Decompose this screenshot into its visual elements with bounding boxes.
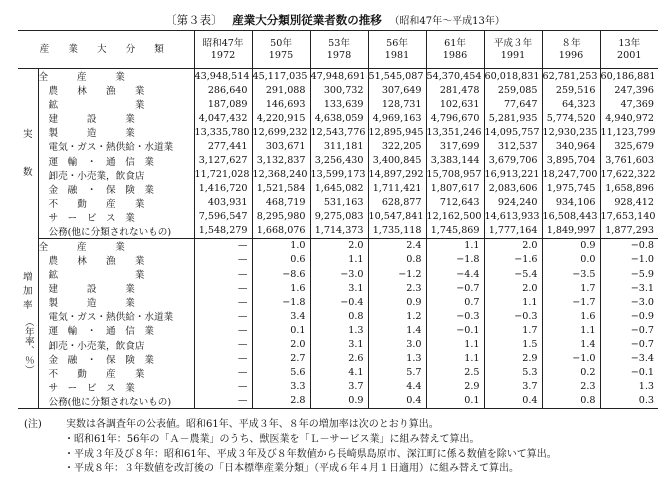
value-cell: 1.1 bbox=[310, 253, 368, 267]
value-cell: 2.8 bbox=[252, 394, 310, 409]
value-cell: 1.1 bbox=[426, 338, 484, 352]
value-cell: — bbox=[194, 380, 252, 394]
value-cell: 13,351,246 bbox=[426, 125, 484, 139]
value-cell: −0.7 bbox=[600, 338, 658, 352]
value-cell: −0.9 bbox=[600, 309, 658, 323]
value-cell: 2.0 bbox=[484, 281, 542, 295]
value-cell: 3,895,704 bbox=[542, 153, 600, 167]
value-cell: 1,711,421 bbox=[368, 182, 426, 196]
value-cell: −1.6 bbox=[484, 253, 542, 267]
year-header bbox=[252, 31, 310, 69]
value-cell: 0.8 bbox=[310, 309, 368, 323]
value-cell: −1.2 bbox=[368, 267, 426, 281]
value-cell: 1,548,279 bbox=[194, 224, 252, 239]
value-cell: 247,396 bbox=[600, 83, 658, 97]
industry-label: 不 動 産 業 bbox=[48, 198, 145, 210]
value-cell: 259,516 bbox=[542, 83, 600, 97]
value-cell: 1,714,373 bbox=[310, 224, 368, 239]
value-cell: 2.0 bbox=[252, 338, 310, 352]
value-cell: 281,478 bbox=[426, 83, 484, 97]
note-line: ・昭和61年：56年の「Ａ－農業」のうち、獣医業を「Ｌ－サービス業」に組み替えて算出。 bbox=[64, 433, 480, 445]
value-cell: −0.1 bbox=[600, 366, 658, 380]
value-cell: 1,877,293 bbox=[600, 224, 658, 239]
value-cell: 14,613,933 bbox=[484, 210, 542, 224]
value-cell: 4,969,163 bbox=[368, 111, 426, 125]
value-cell: 3,679,706 bbox=[484, 153, 542, 167]
value-cell: 3,132,837 bbox=[252, 153, 310, 167]
table-row bbox=[18, 281, 658, 295]
value-cell: 102,631 bbox=[426, 97, 484, 111]
value-cell: 3.1 bbox=[310, 338, 368, 352]
value-cell: 1.7 bbox=[542, 281, 600, 295]
year-header bbox=[600, 31, 658, 69]
value-cell: 1,975,745 bbox=[542, 182, 600, 196]
value-cell: 64,323 bbox=[542, 97, 600, 111]
value-cell: — bbox=[194, 238, 252, 253]
value-cell: 17,622,322 bbox=[600, 168, 658, 182]
value-cell: 14,095,757 bbox=[484, 125, 542, 139]
table-row bbox=[18, 97, 658, 111]
value-cell: −3.0 bbox=[600, 295, 658, 309]
value-cell: 60,018,831 bbox=[484, 69, 542, 84]
value-cell: 77,647 bbox=[484, 97, 542, 111]
value-cell: 1,521,584 bbox=[252, 182, 310, 196]
table-row bbox=[18, 352, 658, 366]
era-label: 平成３年 bbox=[493, 37, 533, 49]
table-row bbox=[18, 125, 658, 139]
value-cell: 2.9 bbox=[484, 352, 542, 366]
value-cell: 3.7 bbox=[484, 380, 542, 394]
era-label: 13年 bbox=[618, 37, 641, 49]
value-cell: 2.0 bbox=[310, 238, 368, 253]
value-cell: −0.7 bbox=[426, 281, 484, 295]
value-cell: 17,653,140 bbox=[600, 210, 658, 224]
table-row bbox=[18, 295, 658, 309]
value-cell: 3.0 bbox=[368, 338, 426, 352]
industry-label: 運 輸 ・ 通 信 業 bbox=[48, 156, 155, 168]
value-cell: 5,774,520 bbox=[542, 111, 600, 125]
value-cell: 1.0 bbox=[252, 238, 310, 253]
value-cell: 12,162,500 bbox=[426, 210, 484, 224]
year-label: 1981 bbox=[384, 49, 410, 61]
value-cell: −5.4 bbox=[484, 267, 542, 281]
value-cell: 47,948,691 bbox=[310, 69, 368, 84]
value-cell: 11,721,028 bbox=[194, 168, 252, 182]
value-cell: 291,088 bbox=[252, 83, 310, 97]
industry-label: 公務(他に分類されないもの) bbox=[48, 396, 172, 408]
value-cell: 128,731 bbox=[368, 97, 426, 111]
value-cell: 0.9 bbox=[368, 295, 426, 309]
value-cell: 311,181 bbox=[310, 139, 368, 153]
value-cell: 277,441 bbox=[194, 139, 252, 153]
value-cell: 928,412 bbox=[600, 196, 658, 210]
year-header bbox=[484, 31, 542, 69]
table-row bbox=[18, 224, 658, 239]
value-cell: 3.4 bbox=[252, 309, 310, 323]
value-cell: 2.5 bbox=[426, 366, 484, 380]
value-cell: 16,913,221 bbox=[484, 168, 542, 182]
value-cell: — bbox=[194, 295, 252, 309]
industry-label: 鉱 業 bbox=[48, 100, 145, 112]
year-header bbox=[542, 31, 600, 69]
value-cell: 133,639 bbox=[310, 97, 368, 111]
note-line bbox=[24, 418, 557, 433]
value-cell: 11,123,799 bbox=[600, 125, 658, 139]
value-cell: 468,719 bbox=[252, 196, 310, 210]
value-cell: 1,849,997 bbox=[542, 224, 600, 239]
year-label: 1975 bbox=[268, 49, 294, 61]
value-cell: 1,416,720 bbox=[194, 182, 252, 196]
industry-label: 電気・ガス・熱供給・水道業 bbox=[48, 312, 174, 324]
value-cell: 0.8 bbox=[368, 253, 426, 267]
value-cell: 15,708,957 bbox=[426, 168, 484, 182]
table-period: （昭和47年～平成13年） bbox=[389, 16, 505, 27]
industry-label: 運 輸 ・ 通 信 業 bbox=[48, 326, 155, 338]
value-cell: 146,693 bbox=[252, 97, 310, 111]
value-cell: 2.9 bbox=[426, 380, 484, 394]
value-cell: 1.1 bbox=[484, 295, 542, 309]
year-header bbox=[310, 31, 368, 69]
table-row bbox=[18, 323, 658, 337]
value-cell: 1.5 bbox=[484, 338, 542, 352]
value-cell: 12,895,945 bbox=[368, 125, 426, 139]
industry-label: 公務(他に分類されないもの) bbox=[38, 224, 194, 239]
value-cell: −3.5 bbox=[542, 267, 600, 281]
note-lead: (注) bbox=[24, 419, 42, 430]
value-cell: 0.1 bbox=[426, 394, 484, 409]
value-cell: −1.8 bbox=[252, 295, 310, 309]
value-cell: −0.4 bbox=[310, 295, 368, 309]
value-cell: 2.6 bbox=[310, 352, 368, 366]
value-cell: 286,640 bbox=[194, 83, 252, 97]
year-label: 1991 bbox=[500, 49, 526, 61]
era-label: 61年 bbox=[444, 37, 466, 49]
table-row bbox=[18, 380, 658, 394]
value-cell: — bbox=[194, 394, 252, 409]
industry-label: 卸売・小売業，飲食店 bbox=[48, 340, 145, 352]
value-cell: 3,383,144 bbox=[426, 153, 484, 167]
value-cell: 0.6 bbox=[252, 253, 310, 267]
value-cell: 322,205 bbox=[368, 139, 426, 153]
value-cell: — bbox=[194, 309, 252, 323]
value-cell: 12,543,776 bbox=[310, 125, 368, 139]
value-cell: 0.0 bbox=[542, 253, 600, 267]
value-cell: 3,400,845 bbox=[368, 153, 426, 167]
value-cell: −1.0 bbox=[542, 352, 600, 366]
industry-label: 製 造 業 bbox=[48, 128, 135, 140]
era-label: 50年 bbox=[270, 37, 292, 49]
group-char: 実 bbox=[22, 128, 33, 140]
value-cell: 62,781,253 bbox=[542, 69, 600, 84]
group-char: 率 bbox=[22, 300, 33, 312]
value-cell: 2.3 bbox=[542, 380, 600, 394]
employees-table bbox=[18, 30, 658, 409]
table-title bbox=[0, 12, 670, 28]
table-row bbox=[18, 111, 658, 125]
table-row bbox=[18, 366, 658, 380]
value-cell: — bbox=[194, 281, 252, 295]
industry-label: 金 融 ・ 保 険 業 bbox=[48, 354, 155, 366]
value-cell: 51,545,087 bbox=[368, 69, 426, 84]
value-cell: 10,547,841 bbox=[368, 210, 426, 224]
value-cell: 0.8 bbox=[542, 394, 600, 409]
value-cell: −1.7 bbox=[542, 295, 600, 309]
value-cell: −0.3 bbox=[426, 309, 484, 323]
value-cell: 1,777,164 bbox=[484, 224, 542, 239]
value-cell: 2.0 bbox=[484, 238, 542, 253]
value-cell: 0.4 bbox=[484, 394, 542, 409]
value-cell: 2.4 bbox=[368, 238, 426, 253]
value-cell: 1.6 bbox=[252, 281, 310, 295]
table-row bbox=[18, 69, 658, 84]
group-char: 加 bbox=[22, 286, 33, 298]
value-cell: 1,745,869 bbox=[426, 224, 484, 239]
value-cell: 3,761,603 bbox=[600, 153, 658, 167]
value-cell: 2,083,606 bbox=[484, 182, 542, 196]
value-cell: — bbox=[194, 338, 252, 352]
industry-label: 農 林 漁 業 bbox=[48, 86, 145, 98]
value-cell: 0.2 bbox=[542, 366, 600, 380]
value-cell: 1.1 bbox=[426, 238, 484, 253]
value-cell: 5.3 bbox=[484, 366, 542, 380]
value-cell: — bbox=[194, 366, 252, 380]
value-cell: 1,658,896 bbox=[600, 182, 658, 196]
value-cell: 1.1 bbox=[426, 352, 484, 366]
value-cell: 3.3 bbox=[252, 380, 310, 394]
table-row bbox=[18, 267, 658, 281]
value-cell: 12,930,235 bbox=[542, 125, 600, 139]
value-cell: 0.9 bbox=[310, 394, 368, 409]
industry-label: 金 融 ・ 保 険 業 bbox=[48, 184, 155, 196]
group-char: 増 bbox=[22, 272, 33, 284]
year-label: 1986 bbox=[442, 49, 468, 61]
value-cell: 4.1 bbox=[310, 366, 368, 380]
industry-label: 卸売・小売業，飲食店 bbox=[48, 170, 145, 182]
table-row bbox=[18, 139, 658, 153]
value-cell: −4.4 bbox=[426, 267, 484, 281]
table-row bbox=[18, 168, 658, 182]
table-row bbox=[18, 338, 658, 352]
year-header bbox=[368, 31, 426, 69]
table-heading: 産業大分類別従業者数の推移 bbox=[232, 13, 382, 27]
value-cell: 325,679 bbox=[600, 139, 658, 153]
value-cell: 924,240 bbox=[484, 196, 542, 210]
table-row bbox=[18, 309, 658, 323]
actual-section bbox=[18, 69, 658, 239]
header-row bbox=[18, 31, 658, 69]
value-cell: 4,047,432 bbox=[194, 111, 252, 125]
value-cell: 4,220,915 bbox=[252, 111, 310, 125]
table-row bbox=[18, 210, 658, 224]
value-cell: 4,638,059 bbox=[310, 111, 368, 125]
year-header bbox=[194, 31, 252, 69]
industry-label: 鉱 業 bbox=[48, 270, 145, 282]
value-cell: −1.8 bbox=[426, 253, 484, 267]
value-cell: 5.7 bbox=[368, 366, 426, 380]
industry-label: 不 動 産 業 bbox=[48, 368, 145, 380]
industry-label: サ ー ビ ス 業 bbox=[48, 382, 135, 394]
value-cell: 0.4 bbox=[368, 394, 426, 409]
value-cell: −0.7 bbox=[600, 323, 658, 337]
value-cell: 187,089 bbox=[194, 97, 252, 111]
value-cell: −3.0 bbox=[310, 267, 368, 281]
value-cell: 1.6 bbox=[542, 309, 600, 323]
year-label: 1972 bbox=[210, 49, 236, 61]
value-cell: 3,256,430 bbox=[310, 153, 368, 167]
group-char: （年率、％） bbox=[22, 317, 34, 375]
year-label: 1996 bbox=[558, 49, 584, 61]
value-cell: 3.7 bbox=[310, 380, 368, 394]
value-cell: 12,368,240 bbox=[252, 168, 310, 182]
value-cell: 13,599,173 bbox=[310, 168, 368, 182]
value-cell: — bbox=[194, 253, 252, 267]
value-cell: 60,186,881 bbox=[600, 69, 658, 84]
value-cell: 340,964 bbox=[542, 139, 600, 153]
value-cell: −3.4 bbox=[600, 352, 658, 366]
table-row bbox=[18, 253, 658, 267]
value-cell: 54,370,454 bbox=[426, 69, 484, 84]
value-cell: 1.3 bbox=[368, 352, 426, 366]
value-cell: 628,877 bbox=[368, 196, 426, 210]
table-row bbox=[18, 196, 658, 210]
value-cell: 43,948,514 bbox=[194, 69, 252, 84]
value-cell: 18,247,700 bbox=[542, 168, 600, 182]
value-cell: 712,643 bbox=[426, 196, 484, 210]
value-cell: 1.3 bbox=[600, 380, 658, 394]
value-cell: 45,117,035 bbox=[252, 69, 310, 84]
table-row bbox=[18, 153, 658, 167]
value-cell: 8,295,980 bbox=[252, 210, 310, 224]
year-label: 2001 bbox=[617, 49, 642, 61]
value-cell: −0.3 bbox=[484, 309, 542, 323]
value-cell: 0.7 bbox=[426, 295, 484, 309]
value-cell: 1.2 bbox=[368, 309, 426, 323]
value-cell: 1.1 bbox=[542, 323, 600, 337]
industry-label: サ ー ビ ス 業 bbox=[48, 212, 135, 224]
industry-label: 農 林 漁 業 bbox=[48, 255, 145, 267]
table-row bbox=[18, 83, 658, 97]
value-cell: 1.4 bbox=[368, 323, 426, 337]
industry-label: 製 造 業 bbox=[48, 298, 135, 310]
value-cell: 4,796,670 bbox=[426, 111, 484, 125]
value-cell: 259,085 bbox=[484, 83, 542, 97]
value-cell: 5,281,935 bbox=[484, 111, 542, 125]
value-cell: −3.1 bbox=[600, 281, 658, 295]
value-cell: −0.1 bbox=[426, 323, 484, 337]
industry-label: 建 設 業 bbox=[48, 114, 135, 126]
value-cell: 2.7 bbox=[252, 352, 310, 366]
value-cell: −1.0 bbox=[600, 253, 658, 267]
note-line: ・平成８年：３年数値を改訂後の「日本標準産業分類」（平成６年４月１日適用）に組み替えて算出。 bbox=[64, 463, 519, 475]
note-line: ・平成３年及び８年：昭和61年、平成３年及び８年数値から長崎県島原市、深江町に係る数値を除いて算出。 bbox=[64, 448, 557, 460]
value-cell: −8.6 bbox=[252, 267, 310, 281]
value-cell: 0.9 bbox=[542, 238, 600, 253]
value-cell: — bbox=[194, 323, 252, 337]
table-row bbox=[18, 394, 658, 409]
table-number: 〔第３表〕 bbox=[165, 13, 223, 27]
value-cell: 303,671 bbox=[252, 139, 310, 153]
value-cell: 1,668,076 bbox=[252, 224, 310, 239]
note-text: 実数は各調査年の公表値。昭和61年、平成３年、８年の増加率は次のとおり算出。 bbox=[66, 419, 439, 430]
year-label: 1978 bbox=[326, 49, 352, 61]
value-cell: 12,699,232 bbox=[252, 125, 310, 139]
value-cell: 1.3 bbox=[310, 323, 368, 337]
value-cell: 3.1 bbox=[310, 281, 368, 295]
value-cell: 16,508,443 bbox=[542, 210, 600, 224]
value-cell: 1,645,082 bbox=[310, 182, 368, 196]
industry-label: 建 設 業 bbox=[48, 284, 135, 296]
era-label: 53年 bbox=[328, 37, 350, 49]
actual-group-label bbox=[18, 69, 38, 239]
era-label: ８年 bbox=[561, 37, 581, 49]
table-row bbox=[18, 238, 658, 253]
value-cell: 1,735,118 bbox=[368, 224, 426, 239]
value-cell: 307,649 bbox=[368, 83, 426, 97]
value-cell: 317,699 bbox=[426, 139, 484, 153]
value-cell: 312,537 bbox=[484, 139, 542, 153]
year-header bbox=[426, 31, 484, 69]
value-cell: — bbox=[194, 267, 252, 281]
value-cell: 2.3 bbox=[368, 281, 426, 295]
value-cell: −0.8 bbox=[600, 238, 658, 253]
value-cell: 3,127,627 bbox=[194, 153, 252, 167]
industry-label: 全 産 業 bbox=[38, 241, 125, 253]
value-cell: 4.4 bbox=[368, 380, 426, 394]
value-cell: 0.1 bbox=[252, 323, 310, 337]
notes bbox=[24, 418, 557, 477]
value-cell: 1,807,617 bbox=[426, 182, 484, 196]
rate-section bbox=[18, 238, 658, 408]
industry-label: 電気・ガス・熱供給・水道業 bbox=[48, 142, 174, 154]
value-cell: 300,732 bbox=[310, 83, 368, 97]
value-cell: 1.7 bbox=[484, 323, 542, 337]
industry-header: 産 業 大 分 類 bbox=[18, 31, 194, 69]
group-char: 数 bbox=[22, 166, 33, 178]
value-cell: −5.9 bbox=[600, 267, 658, 281]
value-cell: 7,596,547 bbox=[194, 210, 252, 224]
rate-group-label bbox=[18, 238, 38, 408]
value-cell: 934,106 bbox=[542, 196, 600, 210]
value-cell: 0.3 bbox=[600, 394, 658, 409]
value-cell: — bbox=[194, 352, 252, 366]
value-cell: 4,940,972 bbox=[600, 111, 658, 125]
era-label: 56年 bbox=[386, 37, 408, 49]
value-cell: 531,163 bbox=[310, 196, 368, 210]
value-cell: 1.4 bbox=[542, 338, 600, 352]
table-row bbox=[18, 182, 658, 196]
value-cell: 13,335,780 bbox=[194, 125, 252, 139]
value-cell: 9,275,083 bbox=[310, 210, 368, 224]
value-cell: 403,931 bbox=[194, 196, 252, 210]
industry-label: 全 産 業 bbox=[38, 72, 125, 83]
era-label: 昭和47年 bbox=[202, 37, 244, 49]
value-cell: 5.6 bbox=[252, 366, 310, 380]
value-cell: 14,897,292 bbox=[368, 168, 426, 182]
value-cell: 47,369 bbox=[600, 97, 658, 111]
